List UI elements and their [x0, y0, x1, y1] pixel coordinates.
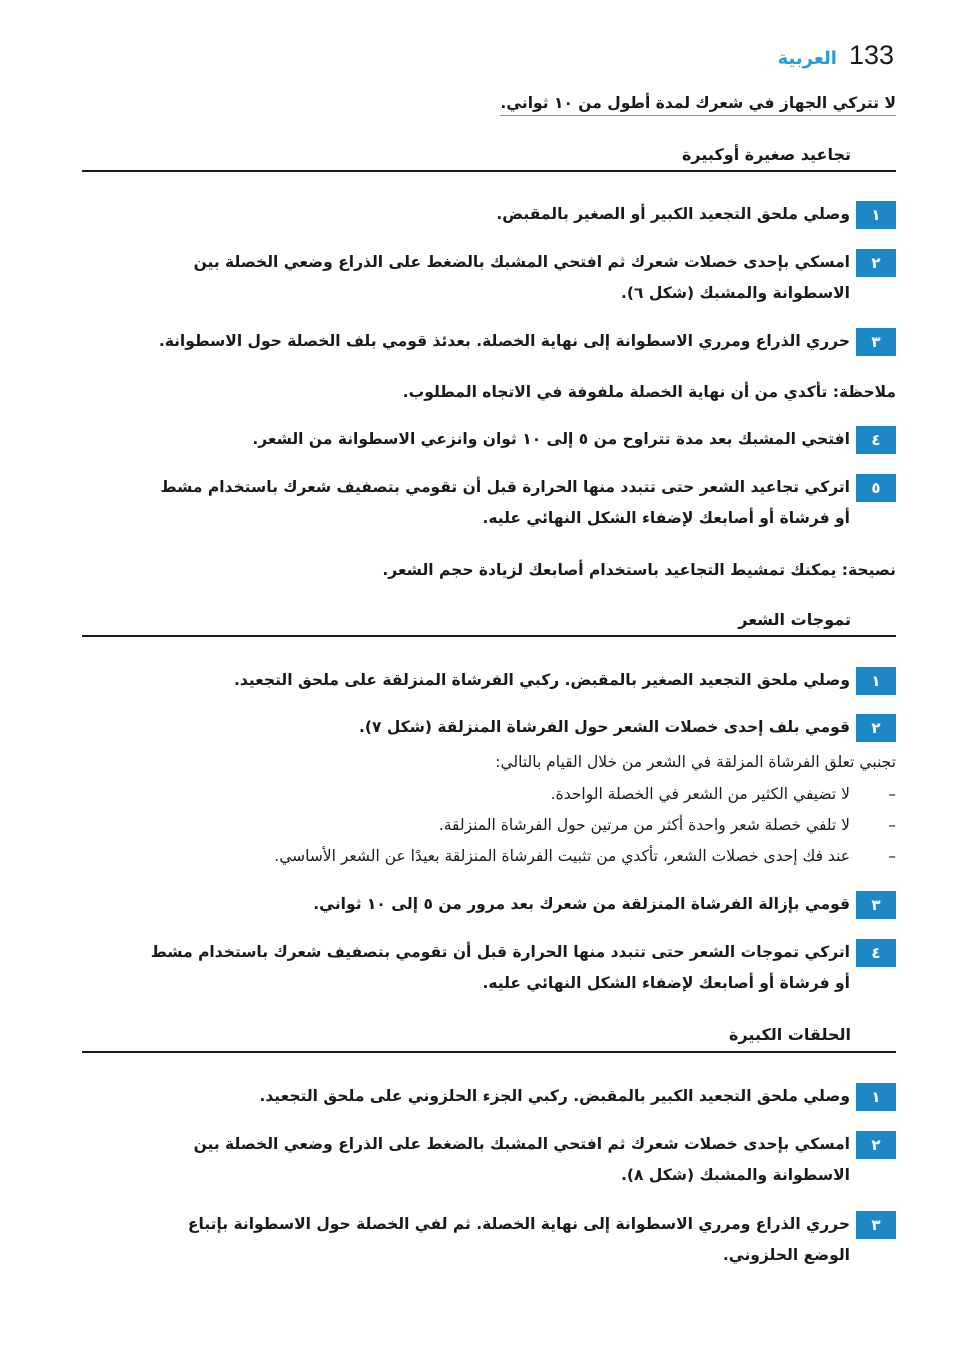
- warning-text: لا تتركي الجهاز في شعرك لمدة أطول من ١٠ ثواني.: [500, 94, 896, 116]
- step-text-continued: أو فرشاة أو أصابعك لإضفاء الشكل النهائي عليه.: [482, 974, 850, 992]
- step-number: ٥: [856, 474, 896, 502]
- step-item: [252, 426, 896, 455]
- bullet-item: [551, 785, 896, 803]
- step-text: وصلي ملحق التجعيد الكبير أو الصغير بالمقبض.: [496, 205, 850, 223]
- page-header: [778, 40, 894, 72]
- step-text-continued: أو فرشاة أو أصابعك لإضفاء الشكل النهائي عليه.: [482, 509, 850, 527]
- step-number: ٣: [856, 328, 896, 356]
- section-title-waves: تموجات الشعر: [738, 610, 851, 629]
- step-number: ١: [856, 667, 896, 695]
- step-text-continued: الاسطوانة والمشبك (شكل ٨).: [621, 1166, 850, 1184]
- dash-bullet: –: [888, 847, 896, 865]
- step-text: حرري الذراع ومرري الاسطوانة إلى نهاية الخصلة. ثم لفي الخصلة حول الاسطوانة بإتباع: [187, 1215, 850, 1233]
- bullet-text: لا تلفي خصلة شعر واحدة أكثر من مرتين حول الفرشاة المنزلقة.: [438, 816, 850, 834]
- step-text: امسكي بإحدى خصلات شعرك ثم افتحي المشبك بالضغط على الذراع وضعي الخصلة بين: [193, 253, 850, 271]
- bullet-item: [439, 816, 896, 834]
- step-number: ٢: [856, 249, 896, 277]
- step-text: افتحي المشبك بعد مدة تتراوح من ٥ إلى ١٠ ثوان وانزعي الاسطوانة من الشعر.: [252, 430, 850, 448]
- step-number: ٤: [856, 426, 896, 454]
- step-item: [161, 474, 896, 534]
- step-text: اتركي تجاعيد الشعر حتى تتبدد منها الحرارة قبل أن تقومي بتصفيف شعرك باستخدام مشط: [160, 478, 850, 496]
- step-text: وصلي ملحق التجعيد الصغير بالمقبض. ركبي الفرشاة المنزلقة على ملحق التجعيد.: [234, 671, 850, 689]
- step-item: [194, 1131, 896, 1191]
- step-item: [188, 1211, 896, 1271]
- step-number: ٣: [856, 1211, 896, 1239]
- step-item: [151, 939, 896, 999]
- step-text: وصلي ملحق التجعيد الكبير بالمقبض. ركبي الجزء الحلزوني على ملحق التجعيد.: [259, 1087, 850, 1105]
- section-divider: [82, 170, 896, 172]
- section-title-big-spirals: الحلقات الكبيرة: [729, 1025, 851, 1044]
- bullet-text: لا تضيفي الكثير من الشعر في الخصلة الواحدة.: [550, 785, 850, 803]
- step-number: ٣: [856, 891, 896, 919]
- step-text-continued: الاسطوانة والمشبك (شكل ٦).: [621, 284, 850, 302]
- note-text: ملاحظة: تأكدي من أن نهاية الخصلة ملفوفة في الاتجاه المطلوب.: [402, 383, 896, 401]
- section-divider: [82, 1051, 896, 1053]
- step-item: [313, 891, 896, 920]
- avoid-intro-text: تجنبي تعلق الفرشاة المزلقة في الشعر من خلال القيام بالتالي:: [495, 753, 896, 771]
- step-number: ٢: [856, 714, 896, 742]
- dash-bullet: –: [888, 785, 896, 803]
- step-item: [234, 667, 896, 696]
- step-text: امسكي بإحدى خصلات شعرك ثم افتحي المشبك بالضغط على الذراع وضعي الخصلة بين: [193, 1135, 850, 1153]
- step-item: [359, 714, 896, 743]
- step-text: قومي بلف إحدى خصلات الشعر حول الفرشاة المنزلقة (شكل ٧).: [358, 718, 850, 736]
- step-text: اتركي تموجات الشعر حتى تتبدد منها الحرارة قبل أن تقومي بتصفيف شعرك باستخدام مشط: [150, 943, 850, 961]
- bullet-item: [274, 847, 896, 865]
- dash-bullet: –: [888, 816, 896, 834]
- bullet-text: عند فك إحدى خصلات الشعر، تأكدي من تثبيت الفرشاة المنزلقة بعيدًا عن الشعر الأساسي.: [274, 847, 850, 865]
- step-text-continued: الوضع الحلزوني.: [722, 1246, 850, 1264]
- step-text: حرري الذراع ومرري الاسطوانة إلى نهاية الخصلة. بعدئذ قومي بلف الخصلة حول الاسطوانة.: [158, 332, 850, 350]
- step-number: ٢: [856, 1131, 896, 1159]
- step-item: [159, 328, 896, 357]
- step-item: [496, 201, 896, 230]
- step-number: ١: [856, 201, 896, 229]
- step-text: قومي بإزالة الفرشاة المنزلقة من شعرك بعد مرور من ٥ إلى ١٠ ثواني.: [313, 895, 850, 913]
- step-number: ٤: [856, 939, 896, 967]
- step-item: [194, 249, 896, 309]
- section-divider: [82, 635, 896, 637]
- tip-text: نصيحة: يمكنك تمشيط التجاعيد باستخدام أصابعك لزيادة حجم الشعر.: [382, 561, 896, 579]
- step-number: ١: [856, 1083, 896, 1111]
- section-title-small-large-curls: تجاعيد صغيرة أوكبيرة: [681, 145, 851, 164]
- step-item: [259, 1083, 896, 1112]
- language-label: العربية: [777, 48, 837, 69]
- page-number: 133: [848, 40, 894, 70]
